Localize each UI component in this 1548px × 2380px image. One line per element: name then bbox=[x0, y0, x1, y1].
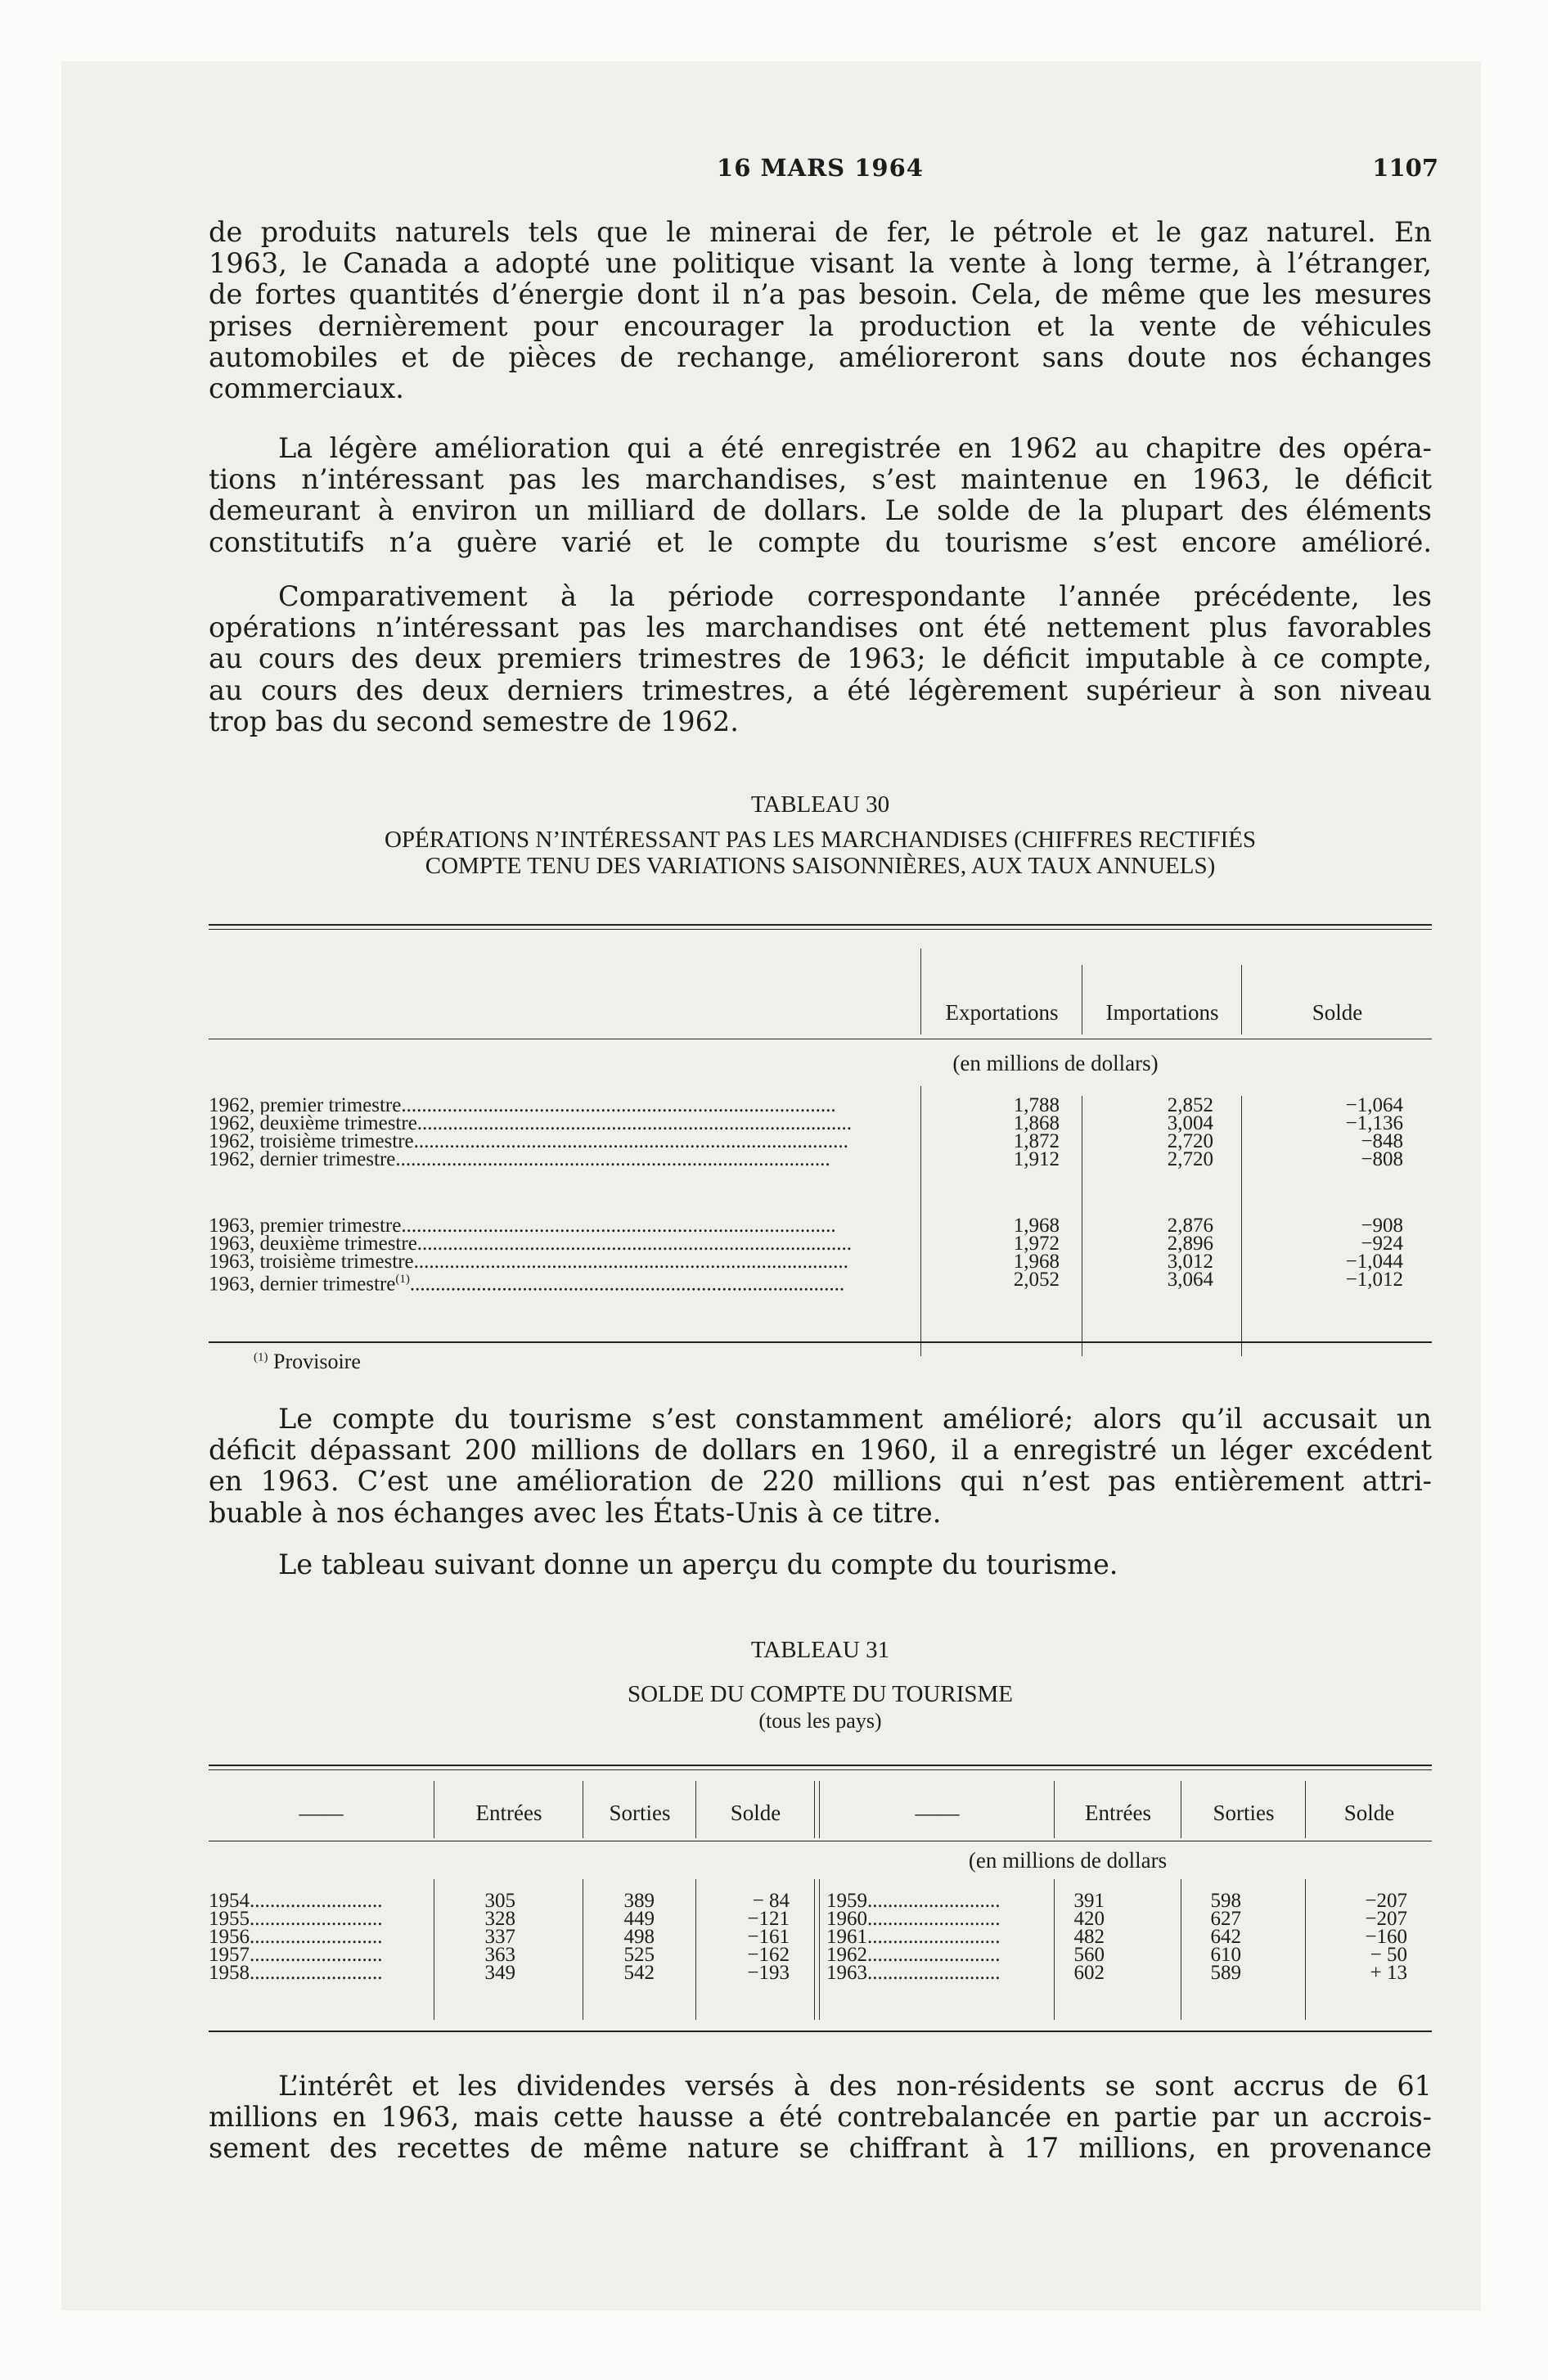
cell-solde: − 84 bbox=[752, 1890, 790, 1912]
cell-entrees: 560 bbox=[1073, 1944, 1105, 1966]
cell-sorties: 498 bbox=[623, 1926, 655, 1948]
column-header-sorties: Sorties bbox=[609, 1801, 671, 1825]
scanned-page bbox=[61, 61, 1481, 2310]
cell-solde: −1,012 bbox=[1345, 1269, 1403, 1291]
table30-unit: (en millions de dollars) bbox=[952, 1051, 1159, 1075]
row-label: 1963, dernier trimestre$^{(1)}$..................................................................................... bbox=[209, 1273, 845, 1294]
row-year: 1962.......................... bbox=[826, 1945, 1001, 1964]
cell-exportations: 1,788 bbox=[1013, 1094, 1060, 1116]
row-label: 1963, troisième trimestre..................................................................................... bbox=[209, 1252, 848, 1271]
column-divider bbox=[1054, 1781, 1055, 1838]
cell-entrees: 349 bbox=[484, 1962, 515, 1984]
column-header-solde: Solde bbox=[730, 1801, 781, 1825]
text-line: de produits naturels tels que le minerai de fer, le pétrole et le gaz naturel. En bbox=[209, 216, 1432, 248]
row-year: 1958.......................... bbox=[209, 1963, 383, 1982]
cell-exportations: 1,912 bbox=[1013, 1148, 1060, 1170]
table31-title: SOLDE DU COMPTE DU TOURISME bbox=[627, 1681, 1014, 1707]
cell-solde: −121 bbox=[747, 1908, 790, 1930]
cell-importations: 3,064 bbox=[1167, 1269, 1213, 1291]
table-row bbox=[209, 1150, 1432, 1169]
paragraph-1 bbox=[209, 217, 1432, 404]
cell-sorties: 589 bbox=[1210, 1962, 1241, 1984]
cell-exportations: 1,972 bbox=[1013, 1233, 1060, 1255]
header-date: 16 MARS 1964 bbox=[717, 154, 924, 182]
cell-sorties: 627 bbox=[1210, 1908, 1241, 1930]
row-year-text: 1961 bbox=[826, 1927, 867, 1946]
cell-solde: −924 bbox=[1361, 1233, 1403, 1255]
cell-solde: −1,044 bbox=[1345, 1251, 1403, 1273]
footnote-text: Provisoire bbox=[273, 1350, 361, 1373]
cell-solde: + 13 bbox=[1370, 1962, 1407, 1984]
column-header-solde: Solde bbox=[1312, 1000, 1363, 1025]
cell-importations: 2,896 bbox=[1167, 1233, 1213, 1255]
text-line: opérations n’intéressant pas les marchandises ont été nettement plus favorables bbox=[209, 611, 1432, 644]
row-label-text: 1962, troisième trimestre bbox=[209, 1132, 414, 1151]
text-line: demeurant à environ un milliard de dollars. Le solde de la plupart des éléments bbox=[209, 494, 1432, 527]
text-line: prises dernièrement pour encourager la production et la vente de véhicules bbox=[209, 309, 1432, 342]
table-rule bbox=[209, 929, 1432, 930]
row-label-text: 1962, deuxième trimestre bbox=[209, 1114, 417, 1133]
paragraph-2 bbox=[209, 433, 1432, 558]
cell-entrees: 337 bbox=[484, 1926, 515, 1948]
table-rule bbox=[209, 1769, 1432, 1770]
text-line: sement des recettes de même nature se chiffrant à 17 millions, en provenance bbox=[209, 2132, 1432, 2165]
cell-entrees: 482 bbox=[1073, 1926, 1105, 1948]
stub-header-left: —— bbox=[299, 1801, 344, 1825]
row-label-text: 1963, premier trimestre bbox=[209, 1216, 402, 1235]
text-line: Le tableau suivant donne un aperçu du compte du tourisme. bbox=[278, 1548, 1118, 1580]
table-rule bbox=[209, 1765, 1432, 1766]
row-year-text: 1954 bbox=[209, 1891, 250, 1910]
table-rule bbox=[209, 2031, 1432, 2032]
text-line: trop bas du second semestre de 1962. bbox=[209, 705, 739, 737]
text-line: tions n’intéressant pas les marchandises, s’est maintenue en 1963, le déficit bbox=[209, 463, 1432, 496]
text-line: Comparativement à la période correspondante l’année précédente, les bbox=[278, 580, 1432, 612]
paragraph-4 bbox=[209, 1404, 1432, 1529]
row-year: 1959.......................... bbox=[826, 1891, 1001, 1910]
text-line: Le compte du tourisme s’est constamment amélioré; alors qu’il accusait un bbox=[278, 1403, 1432, 1435]
cell-entrees: 305 bbox=[484, 1890, 515, 1912]
text-line: de fortes quantités d’énergie dont il n’a pas besoin. Cela, de même que les mesures bbox=[209, 278, 1432, 311]
row-year-text: 1960 bbox=[826, 1909, 867, 1928]
paragraph-3 bbox=[209, 581, 1432, 737]
page-header bbox=[209, 154, 1438, 192]
text-line: commerciaux. bbox=[209, 372, 404, 404]
table31-unit: (en millions de dollars bbox=[968, 1848, 1168, 1873]
text-line: La légère amélioration qui a été enregistrée en 1962 au chapitre des opéra- bbox=[278, 432, 1432, 464]
cell-sorties: 542 bbox=[623, 1962, 655, 1984]
row-year: 1961.......................... bbox=[826, 1927, 1001, 1946]
table30-title-line2: COMPTE TENU DES VARIATIONS SAISONNIÈRES, AUX TAUX ANNUELS) bbox=[425, 853, 1216, 879]
table-row bbox=[209, 1891, 1432, 1910]
row-year: 1963.......................... bbox=[826, 1963, 1001, 1982]
cell-solde: −207 bbox=[1365, 1908, 1407, 1930]
table-row bbox=[209, 1963, 1432, 1982]
paragraph-5 bbox=[209, 1549, 1432, 1580]
table30 bbox=[209, 924, 1432, 1358]
table31-number: TABLEAU 31 bbox=[750, 1637, 890, 1663]
paragraph-6 bbox=[209, 2071, 1432, 2165]
cell-sorties: 610 bbox=[1210, 1944, 1241, 1966]
table-row bbox=[209, 1234, 1432, 1253]
column-header-entrees: Entrées bbox=[1085, 1801, 1151, 1825]
cell-exportations: 1,968 bbox=[1013, 1215, 1060, 1237]
cell-solde: −193 bbox=[747, 1962, 790, 1984]
row-label: 1962, premier trimestre..................................................................................... bbox=[209, 1096, 836, 1115]
column-header-sorties: Sorties bbox=[1213, 1801, 1275, 1825]
table-row bbox=[209, 1927, 1432, 1946]
table-row bbox=[209, 1114, 1432, 1133]
cell-exportations: 1,872 bbox=[1013, 1130, 1060, 1152]
column-header-solde: Solde bbox=[1343, 1801, 1395, 1825]
text-line: constitutifs n’a guère varié et le compte du tourisme s’est encore amélioré. bbox=[209, 525, 1432, 558]
column-header-exportations: Exportations bbox=[945, 1000, 1059, 1025]
table30-footnote bbox=[254, 1350, 361, 1374]
page-number: 1107 bbox=[1372, 154, 1438, 182]
column-divider bbox=[1305, 1781, 1306, 1838]
cell-entrees: 602 bbox=[1073, 1962, 1105, 1984]
row-year: 1960.......................... bbox=[826, 1909, 1001, 1928]
cell-solde: −808 bbox=[1361, 1148, 1403, 1170]
cell-entrees: 328 bbox=[484, 1908, 515, 1930]
cell-solde: −207 bbox=[1365, 1890, 1407, 1912]
cell-solde: −161 bbox=[747, 1926, 790, 1948]
cell-importations: 3,012 bbox=[1167, 1251, 1213, 1273]
text-line: millions en 1963, mais cette hausse a été contrebalancée en partie par un accrois- bbox=[209, 2101, 1432, 2134]
table-rule bbox=[209, 924, 1432, 926]
row-year-text: 1955 bbox=[209, 1909, 250, 1928]
cell-solde: −1,064 bbox=[1345, 1094, 1403, 1116]
row-label-text: 1962, dernier trimestre bbox=[209, 1150, 396, 1169]
row-label-text: 1963, dernier trimestre bbox=[209, 1273, 396, 1294]
cell-entrees: 391 bbox=[1073, 1890, 1105, 1912]
row-year: 1957.......................... bbox=[209, 1945, 383, 1964]
cell-sorties: 389 bbox=[623, 1890, 655, 1912]
table31 bbox=[209, 1765, 1432, 2035]
cell-solde: −1,136 bbox=[1345, 1112, 1403, 1134]
row-year: 1954.......................... bbox=[209, 1891, 383, 1910]
cell-importations: 2,876 bbox=[1167, 1215, 1213, 1237]
row-label-text: 1962, premier trimestre bbox=[209, 1096, 402, 1115]
cell-exportations: 2,052 bbox=[1013, 1269, 1060, 1291]
table31-subtitle: (tous les pays) bbox=[758, 1709, 882, 1733]
row-label: 1962, dernier trimestre..................................................................................... bbox=[209, 1150, 830, 1169]
footnote-reference: (1) bbox=[395, 1273, 410, 1286]
cell-solde: −160 bbox=[1365, 1926, 1407, 1948]
row-year-text: 1959 bbox=[826, 1891, 867, 1910]
cell-exportations: 1,868 bbox=[1013, 1112, 1060, 1134]
row-year: 1955.......................... bbox=[209, 1909, 383, 1928]
row-year-text: 1962 bbox=[826, 1945, 867, 1964]
cell-entrees: 420 bbox=[1073, 1908, 1105, 1930]
column-divider bbox=[814, 1781, 815, 1838]
column-header-importations: Importations bbox=[1105, 1000, 1219, 1025]
row-year-text: 1957 bbox=[209, 1945, 250, 1964]
table-row bbox=[209, 1132, 1432, 1151]
text-line: buable à nos échanges avec les États-Unis à ce titre. bbox=[209, 1496, 942, 1529]
cell-solde: −848 bbox=[1361, 1130, 1403, 1152]
cell-importations: 2,852 bbox=[1167, 1094, 1213, 1116]
cell-exportations: 1,968 bbox=[1013, 1251, 1060, 1273]
row-label: 1963, deuxième trimestre..................................................................................... bbox=[209, 1234, 853, 1253]
cell-solde: − 50 bbox=[1370, 1944, 1407, 1966]
table30-title-line1: OPÉRATIONS N’INTÉRESSANT PAS LES MARCHANDISES (CHIFFRES RECTIFIÉS bbox=[384, 827, 1257, 853]
table-row bbox=[209, 1252, 1432, 1271]
text-line: L’intérêt et les dividendes versés à des non-résidents se sont accrus de 61 bbox=[278, 2070, 1432, 2102]
cell-importations: 2,720 bbox=[1167, 1130, 1213, 1152]
column-divider bbox=[920, 949, 921, 1034]
cell-sorties: 449 bbox=[623, 1908, 655, 1930]
cell-sorties: 598 bbox=[1210, 1890, 1241, 1912]
cell-sorties: 642 bbox=[1210, 1926, 1241, 1948]
column-divider bbox=[695, 1781, 696, 1838]
text-line: 1963, le Canada a adopté une politique visant la vente à long terme, à l’étranger, bbox=[209, 247, 1432, 280]
row-year-text: 1956 bbox=[209, 1927, 250, 1946]
column-header-entrees: Entrées bbox=[475, 1801, 542, 1825]
table-row bbox=[209, 1945, 1432, 1964]
table-row bbox=[209, 1096, 1432, 1115]
text-line: automobiles et de pièces de rechange, amélioreront sans doute nos échanges bbox=[209, 340, 1432, 373]
row-label: 1962, deuxième trimestre..................................................................................... bbox=[209, 1114, 853, 1133]
footnote-mark: (1) bbox=[254, 1350, 268, 1364]
table-row bbox=[209, 1216, 1432, 1235]
table-rule bbox=[209, 1341, 1432, 1343]
column-divider bbox=[1241, 965, 1242, 1034]
row-year: 1956.......................... bbox=[209, 1927, 383, 1946]
column-divider bbox=[819, 1781, 820, 1838]
text-line: en 1963. C’est une amélioration de 220 millions qui n’est pas entièrement attri- bbox=[209, 1465, 1432, 1498]
table-row bbox=[209, 1909, 1432, 1928]
row-label-text: 1963, deuxième trimestre bbox=[209, 1234, 417, 1253]
table-row bbox=[209, 1269, 1432, 1294]
cell-solde: −162 bbox=[747, 1944, 790, 1966]
cell-sorties: 525 bbox=[623, 1944, 655, 1966]
row-label-text: 1963, troisième trimestre bbox=[209, 1252, 414, 1271]
text-line: au cours des deux premiers trimestres de 1963; le déficit imputable à ce compte, bbox=[209, 642, 1432, 675]
cell-solde: −908 bbox=[1361, 1215, 1403, 1237]
row-label: 1962, troisième trimestre..................................................................................... bbox=[209, 1132, 848, 1151]
row-label: 1963, premier trimestre..................................................................................... bbox=[209, 1216, 836, 1235]
cell-importations: 3,004 bbox=[1167, 1112, 1213, 1134]
row-year-text: 1963 bbox=[826, 1963, 867, 1982]
row-year-text: 1958 bbox=[209, 1963, 250, 1982]
stub-header-right: —— bbox=[915, 1801, 960, 1825]
cell-importations: 2,720 bbox=[1167, 1148, 1213, 1170]
text-line: déficit dépassant 200 millions de dollars en 1960, il a enregistré un léger excédent bbox=[209, 1434, 1432, 1467]
text-line: au cours des deux derniers trimestres, a été légèrement supérieur à son niveau bbox=[209, 674, 1432, 706]
table30-number: TABLEAU 30 bbox=[750, 791, 890, 818]
cell-entrees: 363 bbox=[484, 1944, 515, 1966]
